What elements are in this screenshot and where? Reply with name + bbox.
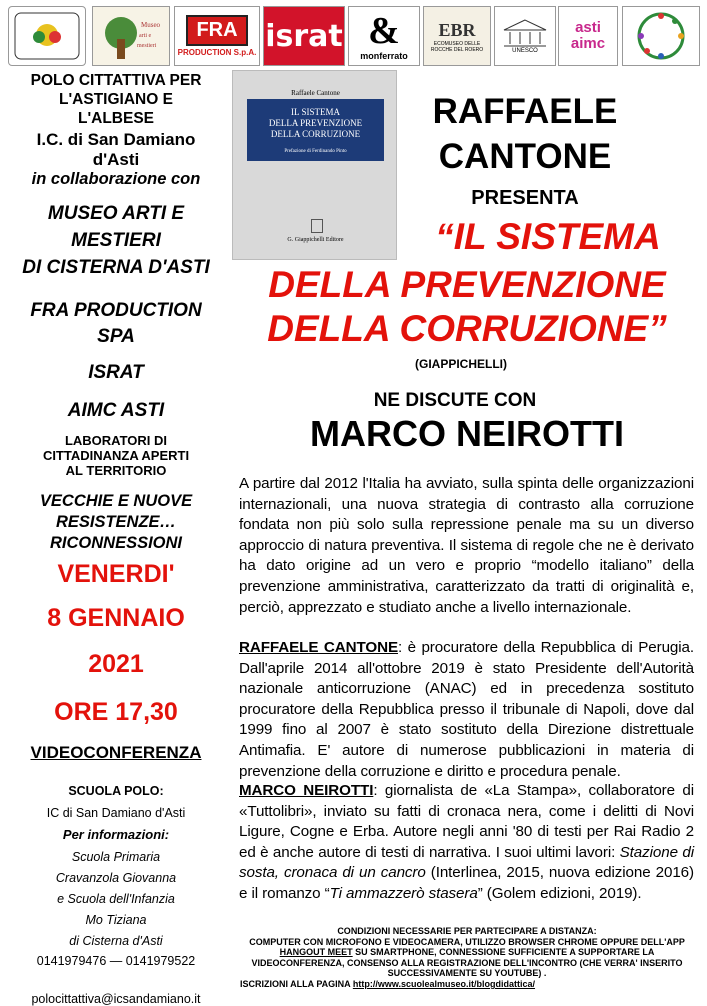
info-line-5: di Cisterna d'Asti (69, 934, 163, 948)
logo-cittattiva (8, 6, 86, 66)
book-title-line-3: DELLA CORRUZIONE (270, 129, 361, 139)
neirotti-paragraph (239, 781, 694, 905)
neirotti-book-2: Ti ammazzerò stasera (329, 884, 478, 902)
museo-line-2: MESTIERI (71, 230, 161, 251)
info-line-2: Cravanzola Giovanna (55, 871, 177, 885)
neirotti-text-2: (Interlinea, 2015, nuova edizione 2016) e il romanzo “ (239, 864, 694, 902)
monferrato-logo-text: monferrato (360, 51, 408, 61)
left-column (0, 70, 232, 1006)
fra-line-1: FRA PRODUCTION (30, 300, 202, 321)
ebr-logo-text: EBR (438, 19, 476, 40)
logo-museo (92, 6, 170, 66)
svg-text:mestieri: mestieri (137, 43, 157, 49)
lab-line-1: LABORATORI DI (64, 433, 168, 448)
event-time: ORE 17,30 (54, 698, 178, 726)
book-title-line-1: IL SISTEMA (291, 107, 340, 117)
conditions-title: CONDIZIONI NECESSARIE PER PARTECIPARE A DISTANZA: (337, 926, 597, 936)
logo-unesco (494, 6, 556, 66)
publisher-label: (GIAPPICHELLI) (415, 357, 507, 371)
monferrato-logo-ampersand: & (368, 10, 400, 52)
logo-circle (622, 6, 700, 66)
cantone-label: RAFFAELE CANTONE (239, 639, 398, 656)
event-mode: VIDEOCONFERENZA (30, 743, 202, 762)
museo-line-3: DI CISTERNA D'ASTI (22, 257, 210, 278)
phone-numbers-text: 0141979476 — 0141979522 (36, 954, 196, 968)
registration-link[interactable]: http://www.scuolealmuseo.it/blogdidattica/ (352, 978, 536, 989)
neirotti-text-3: ” (Golem edizioni, 2019). (477, 884, 642, 902)
unesco-temple-icon (500, 18, 550, 48)
logo-fra (174, 6, 260, 66)
aimc-logo-text: asti aimc (570, 19, 606, 52)
logo-monferrato (348, 6, 420, 66)
polo-line-3: L'ALBESE (77, 110, 155, 127)
publisher-emblem (311, 219, 323, 233)
collab-line: in collaborazione con (31, 170, 201, 188)
logo-israt (263, 6, 345, 66)
event-date: 8 GENNAIO (47, 604, 185, 632)
cantone-paragraph (239, 638, 694, 782)
fra-logo-subtext: PRODUCTION S.p.A. (177, 48, 257, 57)
israt-line: ISRAT (88, 362, 144, 383)
registration-label: ISCRIZIONI ALLA PAGINA (240, 978, 353, 989)
vecchie-line-3: RICONNESSIONI (49, 534, 183, 552)
book-title-line-1-red: “IL SISTEMA (435, 216, 661, 257)
book-title-line-3-red: DELLA CORRUZIONE” (267, 308, 667, 349)
israt-logo-text: israt (265, 18, 343, 54)
participation-conditions (236, 926, 698, 990)
conditions-text (236, 937, 698, 979)
circle-people-logo-icon (626, 8, 696, 64)
conditions-text-1: COMPUTER CON MICROFONO E VIDEOCAMERA, UTILIZZO BROWSER CHROME OPPURE DELL'APP (249, 936, 685, 947)
phone-numbers (0, 944, 232, 968)
book-author: Raffaele Cantone (291, 89, 340, 97)
cittattiva-logo-icon (9, 7, 85, 65)
contact-email[interactable] (0, 992, 232, 1006)
conditions-text-2: SU SMARTPHONE, CONNESSIONE SUFFICIENTE A SUPPORTARE LA VIDEOCONFERENZA, CONSENSO ALLA REGISTRAZIONE DELL'INCONTRO (CHE VERRA' INSERITO SUCCESSIVAMENTE SU YOUTUBE) . (251, 947, 683, 979)
speaker-name-line-2: CANTONE (438, 137, 612, 176)
aimc-line: AIMC ASTI (67, 400, 165, 421)
hangout-meet-label: HANGOUT MEET (279, 947, 353, 958)
book-cover (232, 70, 397, 260)
neirotti-bio (239, 781, 694, 905)
registration-line (236, 979, 698, 990)
guest-name: MARCO NEIROTTI (310, 413, 624, 454)
discute-label: NE DISCUTE CON (373, 390, 537, 411)
lab-line-2: CITTADINANZA APERTI (42, 448, 190, 463)
book-preface: Prefazione di Ferdinando Pinto (284, 149, 347, 154)
lab-line-3: AL TERRITORIO (65, 463, 167, 478)
speaker-name-line-1: RAFFAELE (432, 92, 618, 131)
ic-line-2: d'Asti (92, 150, 140, 169)
logo-ebr (423, 6, 491, 66)
book-title-line-2: DELLA PREVENZIONE (268, 118, 363, 128)
book-title-band (247, 99, 384, 161)
scuola-polo-label: SCUOLA POLO: (68, 784, 164, 798)
svg-text:arti e: arti e (139, 33, 152, 39)
presenta-label: PRESENTA (471, 187, 579, 209)
polo-line-1: POLO CITTATTIVA PER (30, 72, 202, 89)
scuola-polo-name: IC di San Damiano d'Asti (46, 806, 186, 820)
cantone-text: : è procuratore della Repubblica di Perugia. Dall'aprile 2014 all'ottobre 2019 è stato Presidente dell'Autorità nazionale anticorruzione (ANAC) ed in precedenza sostituto procuratore della Repubblica presso il tribunale di Napoli, dove dal 1999 fino al 2007 è stato sostituto della Direzione distrettuale Antimafia. E' autore di numerose pubblicazioni in materia di prevenzione della corruzione e diritto e procedura penale. (239, 639, 695, 780)
svg-text:Museo: Museo (141, 21, 161, 29)
fra-logo-text: FRA (186, 15, 247, 46)
cantone-bio (239, 638, 694, 782)
info-line-3: e Scuola dell'Infanzia (57, 892, 175, 906)
unesco-logo-text: UNESCO (512, 48, 538, 54)
museo-line-1: MUSEO ARTI E (47, 203, 185, 224)
intro-text: A partire dal 2012 l'Italia ha avviato, sulla spinta delle organizzazioni internazionali, una nuova strategia di contrasto alla corruzione fondata non più solo sulla repressione penale ma su un diverso approccio di natura preventiva. Il sistema di regole che ne è derivato ha dato origine ad un vero e proprio “modello italiano” della prevenzione amministrativa, caratterizzato da tratti di originalità e, perciò, apprezzato e studiato anche a livello internazionale. (239, 475, 694, 616)
ebr-logo-subtext: ECOMUSEO DELLE ROCCHE DEL ROERO (430, 40, 484, 53)
polo-line-2: L'ASTIGIANO E (59, 91, 173, 108)
vecchie-line-2: RESISTENZE… (55, 513, 177, 531)
neirotti-label: MARCO NEIROTTI (239, 782, 374, 799)
logo-aimc (558, 6, 618, 66)
contact-email-text[interactable]: polocittattiva@icsandamiano.it (31, 992, 201, 1006)
vecchie-line-1: VECCHIE E NUOVE (39, 492, 193, 510)
book-publisher: G. Giappichelli Editore (287, 237, 344, 243)
logo-strip (8, 6, 700, 68)
info-line-4: Mo Tiziana (85, 913, 147, 927)
info-label: Per informazioni: (62, 827, 170, 842)
museo-logo-icon (93, 7, 169, 65)
info-line-1: Scuola Primaria (71, 850, 161, 864)
book-title-line-2-red: DELLA PREVENZIONE (268, 264, 666, 305)
ic-line-1: I.C. di San Damiano (36, 130, 196, 149)
event-day: VENERDI' (57, 560, 175, 588)
fra-line-2: SPA (97, 326, 135, 347)
neirotti-text-1: : giornalista de «La Stampa», collaboratore di «Tuttolibri», inviato su fatti di cronaca nera, come i delitti di Novi Ligure, Cogne e Erba. Autore negli anni '80 di testi per Rai Radio 2 ed è anche autore di testi di narrativa. I suoi ultimi lavori: (239, 782, 695, 861)
neirotti-book-1: Stazione di sosta, cronaca di un cancro (239, 843, 694, 882)
intro-paragraph (239, 474, 694, 618)
event-year: 2021 (88, 650, 144, 678)
